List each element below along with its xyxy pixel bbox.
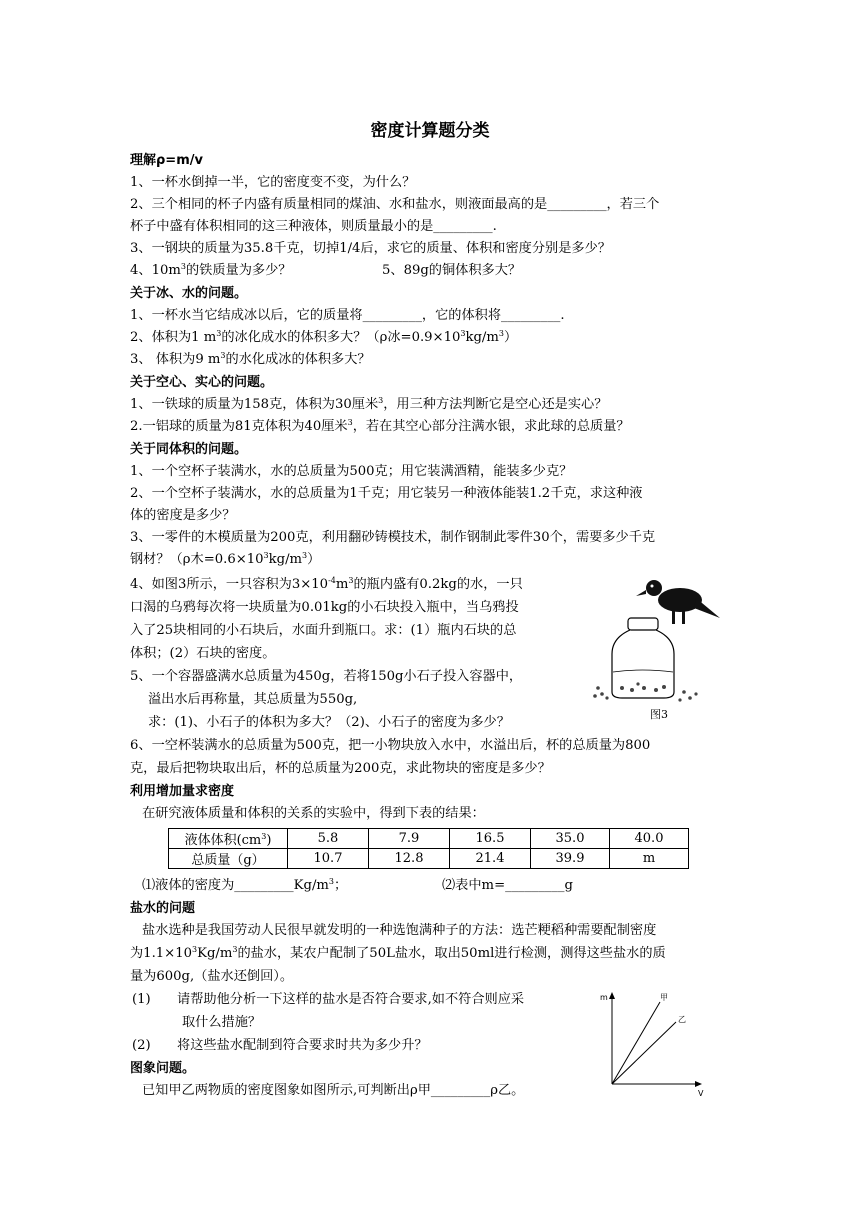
- section-heading-hollow-solid: 关于空心、实心的问题。: [130, 375, 274, 390]
- question-line: 3、一零件的木模质量为200克，利用翻砂铸模技术，制作钢制此零件30个，需要多少千克: [130, 530, 656, 545]
- section-heading-increment: 利用增加量求密度: [130, 784, 235, 799]
- page-title: 密度计算题分类: [370, 121, 490, 141]
- question-line: 3、一钢块的质量为35.8千克，切掉1/4后，求它的质量、体积和密度分别是多少？: [130, 241, 611, 256]
- question-line: 1、一铁球的质量为158克，体积为30厘米$^3$，用三种方法判断它是空心还是实心？: [130, 396, 608, 412]
- figure-3-caption: 图3: [650, 708, 668, 721]
- question-line: 为$1.1\times 10^3Kg/m^3$的盐水，某农户配制了50L盐水，取出50ml进行检测，测得这些盐水的质: [130, 945, 666, 961]
- line-jia: [612, 1002, 660, 1084]
- question-line: 6、一空杯装满水的总质量为500克，把一小物块放入水中，水溢出后，杯的总质量为800: [130, 738, 651, 753]
- table-row: [169, 829, 689, 849]
- crow-bottle-figure: [592, 574, 722, 724]
- question-line: 4、$10m^3$的铁质量为多少？: [130, 262, 292, 278]
- question-line: (1) 请帮助他分析一下这样的盐水是否符合要求,如不符合则应采: [132, 992, 525, 1007]
- table-cell: 40.0: [610, 829, 689, 849]
- table-cell: 10.7: [288, 849, 369, 869]
- graph-line-yi-label: 乙: [678, 1015, 686, 1024]
- question-line: 1、一杯水当它结成冰以后，它的质量将_________，它的体积将_________.: [130, 308, 565, 323]
- table-cell: m: [610, 849, 689, 869]
- table-cell: 16.5: [450, 829, 531, 849]
- question-line: 3、 体积为9 $m^3$的水化成冰的体积多大？: [130, 351, 371, 367]
- question-line: 体积；(2）石块的密度。: [130, 646, 276, 661]
- graph-y-label: m: [600, 993, 608, 1002]
- section-heading-formula: 理解ρ=m/v: [130, 153, 203, 168]
- question-line: 取什么措施？: [182, 1015, 262, 1030]
- question-line: 1、一个空杯子装满水，水的总质量为500克；用它装满酒精，能装多少克？: [130, 464, 573, 479]
- question-line: 钢材？（ρ木$=0.6\times 10^3kg/m^3$）: [130, 551, 321, 567]
- question-line: 溢出水后再称量，其总质量为550g,: [148, 692, 358, 707]
- section-heading-graph: 图象问题。: [130, 1061, 196, 1076]
- table-cell: 5.8: [288, 829, 369, 849]
- question-line: 2.一铝球的质量为81克体积为40厘米$^3$，若在其空心部分注满水银，求此球的总质量？: [130, 418, 630, 434]
- table-row: [169, 849, 689, 869]
- question-line: 克，最后把物块取出后，杯的总质量为200克，求此物块的密度是多少？: [130, 761, 551, 776]
- question-line: (2) 将这些盐水配制到符合要求时共为多少升？: [132, 1038, 428, 1053]
- question-line: 4、如图3所示，一只容积为$3\times 10^{-4}m^3$的瓶内盛有0.2kg的水，一只: [130, 576, 523, 592]
- graph-line-jia-label: 甲: [660, 993, 668, 1002]
- question-line: 5、一个容器盛满水总质量为450g，若将150g小石子投入容器中，: [130, 669, 523, 684]
- question-line: 体的密度是多少？: [130, 508, 236, 523]
- question-line: ⑵表中m=_________g: [442, 878, 573, 893]
- table-header-cell: 液体体积$(cm^3)$: [169, 829, 288, 849]
- question-line: 2、一个空杯子装满水，水的总质量为1千克；用它装另一种液体能装1.2千克，求这种液: [130, 486, 643, 501]
- graph-x-label: V: [698, 1089, 704, 1096]
- section-heading-same-volume: 关于同体积的问题。: [130, 442, 248, 457]
- table-header-cell: 总质量（g）: [169, 849, 288, 869]
- table-cell: 35.0: [531, 829, 610, 849]
- question-line: 入了25块相同的小石块后，水面升到瓶口。求：(1）瓶内石块的总: [130, 623, 517, 638]
- line-yi: [612, 1022, 676, 1084]
- question-line: 量为600g,（盐水还倒回）。: [130, 969, 294, 984]
- question-line: 求：(1)、小石子的体积为多大？（2)、小石子的密度为多少？: [148, 715, 510, 730]
- question-line: 盐水选种是我国劳动人民很早就发明的一种选饱满种子的方法：选芒粳稻种需要配制密度: [142, 923, 657, 938]
- data-table: [168, 828, 689, 869]
- section-heading-brine: 盐水的问题: [130, 901, 196, 916]
- question-line: ⑴液体的密度为$\_\_\_\_\_\_\_\_\_Kg/m^3$；: [142, 877, 348, 893]
- question-line: 1、一杯水倒掉一半，它的密度变不变，为什么？: [130, 175, 416, 190]
- question-line: 杯子中盛有体积相同的这三种液体，则质量最小的是_________.: [130, 219, 497, 234]
- question-line: 口渴的乌鸦每次将一块质量为0.01kg的小石块投入瓶中，当乌鸦投: [130, 600, 519, 615]
- question-line: 2、体积为1 $m^3$的冰化成水的体积多大？（ρ冰$=0.9\times 10^3kg/m^3$）: [130, 329, 518, 345]
- table-cell: 12.8: [369, 849, 450, 869]
- density-graph: [598, 988, 708, 1096]
- question-line: 5、89g的铜体积多大？: [382, 263, 522, 278]
- table-cell: 7.9: [369, 829, 450, 849]
- question-line: 已知甲乙两物质的密度图象如图所示,可判断出ρ甲_________ρ乙。: [142, 1083, 525, 1098]
- table-cell: 21.4: [450, 849, 531, 869]
- question-line: 在研究液体质量和体积的关系的实验中，得到下表的结果：: [142, 806, 485, 821]
- question-line: 2、三个相同的杯子内盛有质量相同的煤油、水和盐水，则液面最高的是_________，若三个: [130, 197, 660, 212]
- pebbles-icon: [593, 682, 697, 701]
- section-heading-ice-water: 关于冰、水的问题。: [130, 286, 248, 301]
- x-axis-arrow: [695, 1081, 702, 1087]
- table-cell: 39.9: [531, 849, 610, 869]
- y-axis-arrow: [609, 992, 615, 999]
